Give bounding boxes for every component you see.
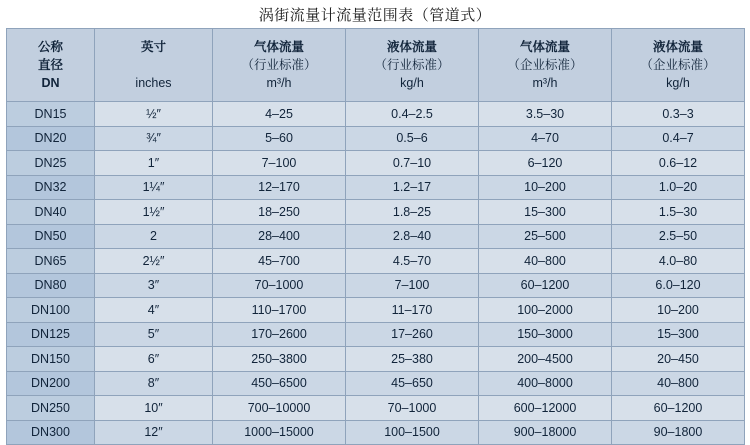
table-cell: 1.0–20 — [612, 175, 745, 200]
table-row — [7, 249, 745, 274]
table-cell: 6.0–120 — [612, 273, 745, 298]
table-cell: 7–100 — [213, 151, 346, 176]
table-cell: 5″ — [95, 322, 213, 347]
table-cell: 5–60 — [213, 126, 346, 151]
column-header-liquid-flow-industry — [346, 29, 479, 102]
table-cell: 20–450 — [612, 347, 745, 372]
document-title-bar — [0, 0, 750, 28]
table-cell: 90–1800 — [612, 420, 745, 445]
table-cell: 1000–15000 — [213, 420, 346, 445]
table-cell: ½″ — [95, 102, 213, 127]
table-cell: 0.7–10 — [346, 151, 479, 176]
table-cell: 1″ — [95, 151, 213, 176]
table-row — [7, 347, 745, 372]
table-body — [7, 102, 745, 445]
column-header-inches — [95, 29, 213, 102]
table-cell: 200–4500 — [479, 347, 612, 372]
cell-nominal-diameter: DN25 — [7, 151, 95, 176]
table-cell: 15–300 — [479, 200, 612, 225]
column-header-line: 英寸 — [140, 39, 166, 54]
table-cell: 6–120 — [479, 151, 612, 176]
table-header-row — [7, 29, 745, 102]
column-header-gas-flow-enterprise — [479, 29, 612, 102]
table-cell: 15–300 — [612, 322, 745, 347]
column-header-line: kg/h — [400, 76, 424, 91]
table-row — [7, 322, 745, 347]
table-cell: 2.5–50 — [612, 224, 745, 249]
flow-range-table — [6, 28, 745, 445]
column-header-line: m³/h — [532, 76, 558, 91]
table-cell: 4–25 — [213, 102, 346, 127]
table-cell: 70–1000 — [346, 396, 479, 421]
table-cell: 40–800 — [612, 371, 745, 396]
cell-nominal-diameter: DN40 — [7, 200, 95, 225]
column-header-line: （企业标准） — [507, 57, 583, 72]
table-row — [7, 151, 745, 176]
cell-nominal-diameter: DN200 — [7, 371, 95, 396]
table-cell: 1.5–30 — [612, 200, 745, 225]
table-row — [7, 371, 745, 396]
column-header-line — [95, 56, 212, 74]
table-cell: 25–380 — [346, 347, 479, 372]
table-cell: 11–170 — [346, 298, 479, 323]
table-cell: 170–2600 — [213, 322, 346, 347]
table-cell: 3.5–30 — [479, 102, 612, 127]
cell-nominal-diameter: DN150 — [7, 347, 95, 372]
cell-nominal-diameter: DN50 — [7, 224, 95, 249]
table-cell: 25–500 — [479, 224, 612, 249]
column-header-line: 气体流量 — [519, 39, 570, 54]
table-row — [7, 175, 745, 200]
column-header-line: 直径 — [37, 57, 63, 72]
cell-nominal-diameter: DN125 — [7, 322, 95, 347]
table-cell: 4–70 — [479, 126, 612, 151]
table-cell: 2 — [95, 224, 213, 249]
column-header-line: inches — [135, 76, 172, 91]
table-cell: 6″ — [95, 347, 213, 372]
table-cell: 700–10000 — [213, 396, 346, 421]
table-cell: 900–18000 — [479, 420, 612, 445]
column-header-line: 公称 — [37, 39, 63, 54]
column-header-line: 气体流量 — [253, 39, 304, 54]
table-row — [7, 200, 745, 225]
table-cell: 8″ — [95, 371, 213, 396]
table-row — [7, 298, 745, 323]
cell-nominal-diameter: DN15 — [7, 102, 95, 127]
table-cell: 100–2000 — [479, 298, 612, 323]
column-header-line: （企业标准） — [640, 57, 716, 72]
table-cell: 12″ — [95, 420, 213, 445]
table-cell: 0.4–2.5 — [346, 102, 479, 127]
table-cell: ¾″ — [95, 126, 213, 151]
table-cell: 4.5–70 — [346, 249, 479, 274]
column-header-line: （行业标准） — [374, 57, 450, 72]
table-cell: 60–1200 — [479, 273, 612, 298]
table-cell: 60–1200 — [612, 396, 745, 421]
column-header-line: 液体流量 — [386, 39, 437, 54]
cell-nominal-diameter: DN250 — [7, 396, 95, 421]
column-header-line: （行业标准） — [241, 57, 317, 72]
table-cell: 0.5–6 — [346, 126, 479, 151]
table-cell: 450–6500 — [213, 371, 346, 396]
table-row — [7, 396, 745, 421]
table-cell: 10–200 — [612, 298, 745, 323]
table-cell: 600–12000 — [479, 396, 612, 421]
table-cell: 10″ — [95, 396, 213, 421]
cell-nominal-diameter: DN80 — [7, 273, 95, 298]
table-cell: 7–100 — [346, 273, 479, 298]
column-header-gas-flow-industry — [213, 29, 346, 102]
column-header-nominal-diameter — [7, 29, 95, 102]
table-cell: 70–1000 — [213, 273, 346, 298]
table-cell: 250–3800 — [213, 347, 346, 372]
table-cell: 2.8–40 — [346, 224, 479, 249]
column-header-line: m³/h — [266, 76, 292, 91]
table-cell: 3″ — [95, 273, 213, 298]
cell-nominal-diameter: DN100 — [7, 298, 95, 323]
table-cell: 40–800 — [479, 249, 612, 274]
table-cell: 1.8–25 — [346, 200, 479, 225]
table-cell: 1½″ — [95, 200, 213, 225]
cell-nominal-diameter: DN65 — [7, 249, 95, 274]
table-cell: 17–260 — [346, 322, 479, 347]
table-cell: 18–250 — [213, 200, 346, 225]
page-title: 涡街流量计流量范围表（管道式） — [258, 6, 492, 24]
cell-nominal-diameter: DN20 — [7, 126, 95, 151]
table-cell: 1¼″ — [95, 175, 213, 200]
table-row — [7, 102, 745, 127]
table-cell: 150–3000 — [479, 322, 612, 347]
table-cell: 0.4–7 — [612, 126, 745, 151]
table-cell: 10–200 — [479, 175, 612, 200]
table-row — [7, 273, 745, 298]
cell-nominal-diameter: DN300 — [7, 420, 95, 445]
table-cell: 4.0–80 — [612, 249, 745, 274]
cell-nominal-diameter: DN32 — [7, 175, 95, 200]
table-cell: 400–8000 — [479, 371, 612, 396]
table-cell: 100–1500 — [346, 420, 479, 445]
table-cell: 12–170 — [213, 175, 346, 200]
column-header-liquid-flow-enterprise — [612, 29, 745, 102]
table-cell: 4″ — [95, 298, 213, 323]
table-cell: 110–1700 — [213, 298, 346, 323]
column-header-line: DN — [41, 76, 60, 91]
table-row — [7, 224, 745, 249]
table-cell: 0.6–12 — [612, 151, 745, 176]
table-row — [7, 420, 745, 445]
table-header — [7, 29, 745, 102]
table-cell: 0.3–3 — [612, 102, 745, 127]
table-cell: 1.2–17 — [346, 175, 479, 200]
table-cell: 45–700 — [213, 249, 346, 274]
table-cell: 45–650 — [346, 371, 479, 396]
table-cell: 2½″ — [95, 249, 213, 274]
column-header-line: kg/h — [666, 76, 690, 91]
table-row — [7, 126, 745, 151]
table-cell: 28–400 — [213, 224, 346, 249]
column-header-line: 液体流量 — [652, 39, 703, 54]
